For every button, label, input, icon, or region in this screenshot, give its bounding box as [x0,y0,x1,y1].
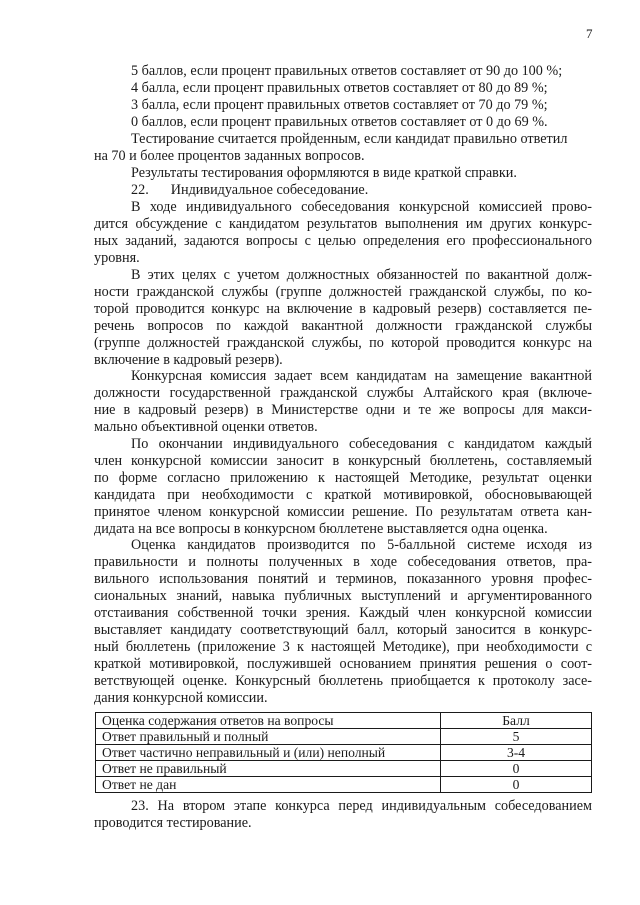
paragraph-4 [94,436,592,538]
text-line: ный бюллетень (приложение 3 к настоящей Методике), при необходимости с [94,639,592,655]
section-23-paragraph [94,798,592,832]
score-line: 0 баллов, если процент правильных ответов составляет от 0 до 69 %. [131,114,548,130]
text-line: торой проводится конкурс на включение в кадровый резерв) составляется пе- [94,301,592,317]
text-line: вильного использования понятий и терминов, показанного уровня профес- [94,571,592,587]
table-cell: Ответ частично неправильный и (или) неполный [96,745,441,761]
table-row [96,729,592,745]
text-line: проводится тестирование. [94,815,252,831]
text-line: уровня. [94,250,140,266]
results-line: Результаты тестирования оформляются в виде краткой справки. [131,165,517,181]
text-line: по форме согласно приложению к настоящей Методике, результат оценки [94,470,592,486]
score-line: 3 балла, если процент правильных ответов составляет от 70 до 79 %; [131,97,548,113]
table-cell: 0 [441,761,592,777]
section-title: Индивидуальное собеседование. [170,182,369,198]
table-cell: Ответ не правильный [96,761,441,777]
section-number: 22. [131,182,149,198]
section-22-heading [131,182,368,198]
table-row [96,745,592,761]
paragraph-1 [94,199,592,267]
text-line: ветствующей оценке. Конкурсный бюллетень приобщается к протоколу засе- [94,673,592,689]
score-table [95,712,592,793]
table-cell: Ответ не дан [96,777,441,793]
text-line: кандидата при необходимости с краткой мотивировкой, обосновывающей [94,487,592,503]
text-line: В этих целях с учетом должностных обязанностей по вакантной долж- [131,267,592,283]
text-line: Оценка кандидатов производится по 5-балльной системе исходя из [131,537,592,553]
text-line: ние в кадровый резерв) в Министерстве одни и те же вопросы для макси- [94,402,592,418]
paragraph-2 [94,267,592,369]
text-line: В ходе индивидуального собеседования конкурсной комиссией прово- [131,199,592,215]
table-cell: 3-4 [441,745,592,761]
text-line: дится обсуждение с кандидатом результатов выполнения им других конкурс- [94,216,592,232]
text-line: принятое членом конкурсной комиссии решение. По результатам ответа кан- [94,504,592,520]
table-cell: 5 [441,729,592,745]
text-line: мально объективной оценки ответов. [94,419,318,435]
text-line: член конкурсной комиссии заносит в конкурсный бюллетень, составляемый [94,453,592,469]
text-line: правильности и полноты полученных в ходе собеседования ответов, пра- [94,554,592,570]
table-cell: 0 [441,777,592,793]
text-line: включение в кадровый резерв). [94,352,283,368]
paragraph-5 [94,537,592,707]
text-line: По окончании индивидуального собеседования с кандидатом каждый [131,436,592,452]
text-line: дидата на все вопросы в конкурсном бюллетене выставляется одна оценка. [94,521,548,537]
table-header-cell: Оценка содержания ответов на вопросы [96,713,441,729]
table-header-cell: Балл [441,713,592,729]
table-header-row [96,713,592,729]
paragraph-3 [94,368,592,436]
text-line: Конкурсная комиссия задает всем кандидатам на замещение вакантной [131,368,592,384]
page-number: 7 [586,26,593,41]
table-row [96,777,592,793]
testing-passed-paragraph [94,131,592,165]
text-line: ности гражданской службы (группе должностей гражданской службы, по ко- [94,284,592,300]
score-line: 4 балла, если процент правильных ответов составляет от 80 до 89 %; [131,80,548,96]
text-line: выставляет кандидату соответствующий балл, который заносится в конкурс- [94,622,592,638]
text-line: (группе должностей гражданской службы, по которой проводится конкурс на [94,335,592,351]
text-line: должности государственной гражданской службы Алтайского края (включе- [94,385,592,401]
text-line: сиональных знаний, навыка публичных выступлений и аргументированного [94,588,592,604]
table-row [96,761,592,777]
text-line: речень вопросов по каждой вакантной должности гражданской службы [94,318,592,334]
table-cell: Ответ правильный и полный [96,729,441,745]
text-line: ных заданий, задаются вопросы с целью определения его профессионального [94,233,592,249]
text-line: 23. На втором этапе конкурса перед индивидуальным собеседованием [131,798,592,814]
text-line: дания конкурсной комиссии. [94,690,268,706]
text-line: Тестирование считается пройденным, если кандидат правильно ответил [131,131,568,147]
text-line: на 70 и более процентов заданных вопросов. [94,148,365,164]
text-line: отстаивания собственной точки зрения. Каждый член конкурсной комиссии [94,605,592,621]
text-line: краткой мотивировкой, послужившей основанием принятия решения о соот- [94,656,592,672]
score-line: 5 баллов, если процент правильных ответов составляет от 90 до 100 %; [131,63,563,79]
